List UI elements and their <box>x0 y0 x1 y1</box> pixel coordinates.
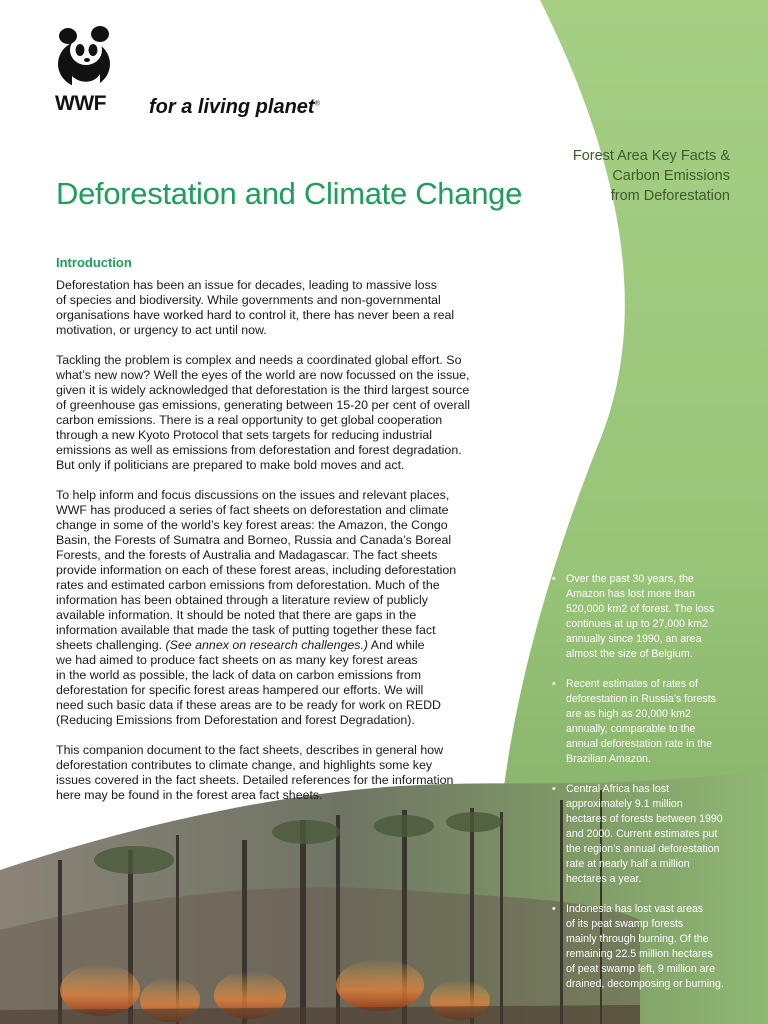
introduction-body <box>56 278 516 818</box>
key-fact-line: the region’s annual deforestation <box>566 843 720 855</box>
body-line: here may be found in the forest area fact sheets. <box>56 788 323 802</box>
body-line: information available that made the task of putting together these fact <box>56 623 436 637</box>
body-line: issues covered in the fact sheets. Detailed references for the information <box>56 773 454 787</box>
brand-tagline <box>149 96 320 119</box>
tagline-text: for a living planet <box>149 96 315 118</box>
body-line: available information. It should be noted that there are gaps in the <box>56 608 417 622</box>
body-line: sheets challenging. (See annex on research challenges.) And while <box>56 638 425 652</box>
sidebar-title-line: from Deforestation <box>610 188 730 204</box>
key-fact-line: hectares a year. <box>566 873 642 885</box>
key-fact-line: Brazilian Amazon. <box>566 753 651 765</box>
key-fact-line: mainly through burning. Of the <box>566 933 709 945</box>
key-fact-line: Indonesia has lost vast areas <box>566 903 704 915</box>
key-fact-line: drained, decomposing or burning. <box>566 978 724 990</box>
bullet-icon: • <box>552 783 556 795</box>
key-fact-line: Over the past 30 years, the <box>566 573 694 585</box>
key-fact-item <box>552 782 742 887</box>
bullet-icon: • <box>552 678 556 690</box>
body-line: To help inform and focus discussions on the issues and relevant places, <box>56 488 450 502</box>
key-fact-line: deforestation in Russia’s forests <box>566 693 716 705</box>
body-line: organisations have worked hard to control it, there has never been a real <box>56 308 455 322</box>
key-fact-line: annual deforestation rate in the <box>566 738 713 750</box>
key-fact-item <box>552 677 742 767</box>
body-paragraph <box>56 353 516 473</box>
key-fact-line: and 2000. Current estimates put <box>566 828 718 840</box>
key-fact-line: hectares of forests between 1990 <box>566 813 723 825</box>
body-line: WWF has produced a series of fact sheets on deforestation and climate <box>56 503 449 517</box>
key-fact-line: approximately 9.1 million <box>566 798 683 810</box>
sidebar-title-line: Forest Area Key Facts & <box>572 148 730 164</box>
body-line: change in some of the world’s key forest areas: the Amazon, the Congo <box>56 518 448 532</box>
key-fact-line: remaining 22.5 million hectares <box>566 948 713 960</box>
page-title: Deforestation and Climate Change <box>56 176 523 211</box>
key-fact-item <box>552 902 742 992</box>
registered-mark: ® <box>314 100 320 108</box>
body-line: information has been obtained through a literature review of publicly <box>56 593 428 607</box>
body-line: (Reducing Emissions from Deforestation and forest Degradation). <box>56 713 415 727</box>
body-line: Basin, the Forests of Sumatra and Borneo, Russia and Canada’s Boreal <box>56 533 452 547</box>
section-heading-introduction: Introduction <box>56 255 132 270</box>
body-line: through a new Kyoto Protocol that sets targets for reducing industrial <box>56 428 433 442</box>
key-fact-line: almost the size of Belgium. <box>566 648 693 660</box>
body-line: given it is widely acknowledged that deforestation is the third largest source <box>56 383 470 397</box>
key-fact-line: rate at nearly half a million <box>566 858 690 870</box>
key-fact-item <box>552 572 742 662</box>
body-line: carbon emissions. There is a real opportunity to get global cooperation <box>56 413 443 427</box>
body-line: deforestation contributes to climate change, and highlights some key <box>56 758 433 772</box>
key-fact-line: annually, comparable to the <box>566 723 696 735</box>
body-line: we had aimed to produce fact sheets on as many key forest areas <box>56 653 418 667</box>
body-line: need such basic data if these areas are to be ready for work on REDD <box>56 698 442 712</box>
key-fact-line: of its peat swamp forests <box>566 918 684 930</box>
body-line: what’s new now? Well the eyes of the world are now focussed on the issue, <box>56 368 470 382</box>
key-fact-line: Central Africa has lost <box>566 783 670 795</box>
wwf-panda-logo <box>50 24 118 92</box>
key-facts-list <box>552 572 742 1007</box>
body-paragraph <box>56 278 516 338</box>
body-line: This companion document to the fact sheets, describes in general how <box>56 743 444 757</box>
body-line: in the world as possible, the lack of data on carbon emissions from <box>56 668 422 682</box>
body-line: motivation, or urgency to act until now. <box>56 323 267 337</box>
wwf-wordmark: WWF <box>55 92 106 115</box>
body-line: But only if politicians are prepared to make bold moves and act. <box>56 458 405 472</box>
body-line: Deforestation has been an issue for decades, leading to massive loss <box>56 278 437 292</box>
bullet-icon: • <box>552 903 556 915</box>
body-paragraph <box>56 743 516 803</box>
key-fact-line: Recent estimates of rates of <box>566 678 698 690</box>
key-fact-line: continues at up to 27,000 km2 <box>566 618 708 630</box>
body-paragraph <box>56 488 516 728</box>
sidebar-title <box>530 146 730 206</box>
body-line: rates and estimated carbon emissions from deforestation. Much of the <box>56 578 440 592</box>
body-line: of greenhouse gas emissions, generating between 15-20 per cent of overall <box>56 398 470 412</box>
key-fact-line: annually since 1990, an area <box>566 633 702 645</box>
key-fact-line: of peat swamp left, 9 million are <box>566 963 715 975</box>
sidebar-title-line: Carbon Emissions <box>612 168 730 184</box>
body-line: Tackling the problem is complex and needs a coordinated global effort. So <box>56 353 462 367</box>
key-fact-line: are as high as 20,000 km2 <box>566 708 691 720</box>
key-fact-line: Amazon has lost more than <box>566 588 695 600</box>
body-line: provide information on each of these forest areas, including deforestation <box>56 563 457 577</box>
body-line: deforestation for specific forest areas hampered our efforts. We will <box>56 683 424 697</box>
body-line: emissions as well as emissions from deforestation and forest degradation. <box>56 443 462 457</box>
bullet-icon: • <box>552 573 556 585</box>
body-line: Forests, and the forests of Australia and Madagascar. The fact sheets <box>56 548 438 562</box>
body-line: of species and biodiversity. While governments and non-governmental <box>56 293 441 307</box>
key-fact-line: 520,000 km2 of forest. The loss <box>566 603 715 615</box>
